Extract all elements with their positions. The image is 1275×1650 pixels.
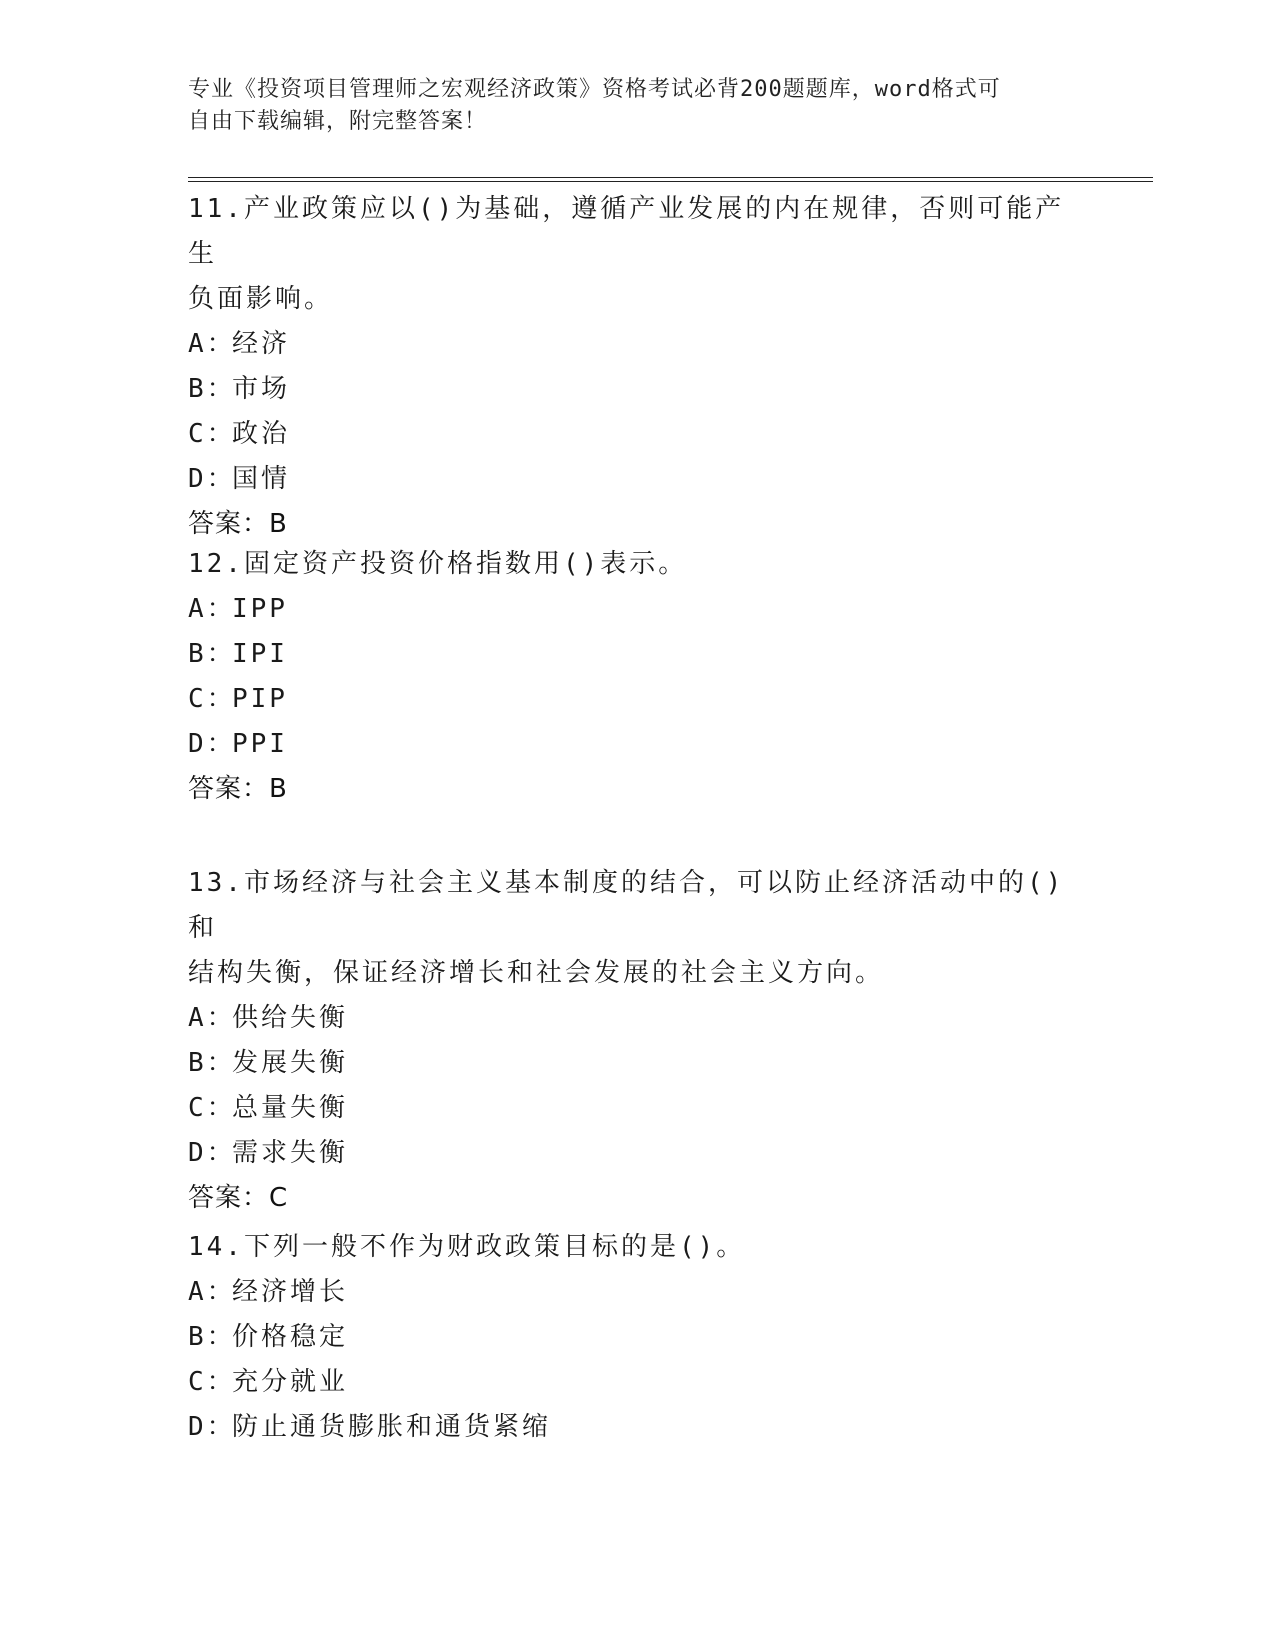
- question-13: [188, 861, 1088, 1221]
- header-divider-top: [188, 177, 1153, 178]
- option-text: IPP: [232, 594, 288, 624]
- option-key: B：: [188, 1048, 236, 1078]
- option-key: B：: [188, 639, 236, 669]
- question-11: [188, 187, 1088, 547]
- header-title-line-1: 专业《投资项目管理师之宏观经济政策》资格考试必背200题题库，word格式可: [188, 77, 1001, 102]
- option-key: A：: [188, 329, 236, 359]
- question-stem-line-1: 14.下列一般不作为财政政策目标的是()。: [188, 1232, 746, 1262]
- option-b: [188, 1315, 1088, 1360]
- option-text: 经济: [232, 329, 291, 359]
- option-a: [188, 1270, 1088, 1315]
- option-key: B：: [188, 374, 236, 404]
- option-key: A：: [188, 594, 236, 624]
- option-a: [188, 322, 1088, 367]
- option-a: [188, 996, 1088, 1041]
- question-stem-line-1: 13.市场经济与社会主义基本制度的结合，可以防止经济活动中的()和: [188, 868, 1065, 943]
- option-key: D：: [188, 1412, 236, 1442]
- option-text: 总量失衡: [232, 1093, 349, 1123]
- option-text: PPI: [232, 729, 288, 759]
- option-text: 防止通货膨胀和通货紧缩: [232, 1412, 552, 1442]
- option-key: C：: [188, 419, 236, 449]
- option-b: [188, 1041, 1088, 1086]
- header-title-line-2: 自由下载编辑，附完整答案！: [188, 109, 488, 134]
- question-stem-line-2: 负面影响。: [188, 284, 334, 314]
- question-stem-line-1: 12.固定资产投资价格指数用()表示。: [188, 549, 688, 579]
- option-b: [188, 632, 1088, 677]
- option-key: C：: [188, 684, 236, 714]
- option-c: [188, 1360, 1088, 1405]
- option-d: [188, 1405, 1088, 1450]
- answer-line: 答案：B: [188, 509, 288, 539]
- option-key: D：: [188, 464, 236, 494]
- option-text: IPI: [232, 639, 288, 669]
- question-stem-line-1: 11.产业政策应以()为基础，遵循产业发展的内在规律，否则可能产生: [188, 194, 1065, 269]
- question-stem-line-2: 结构失衡，保证经济增长和社会发展的社会主义方向。: [188, 958, 885, 988]
- option-c: [188, 412, 1088, 457]
- option-text: 政治: [232, 419, 291, 449]
- option-b: [188, 367, 1088, 412]
- option-key: A：: [188, 1003, 236, 1033]
- option-key: D：: [188, 1138, 236, 1168]
- option-key: C：: [188, 1093, 236, 1123]
- answer-line: 答案：C: [188, 1183, 289, 1213]
- option-d: [188, 722, 1088, 767]
- question-14: [188, 1225, 1088, 1450]
- option-text: 需求失衡: [232, 1138, 349, 1168]
- document-header: [188, 74, 1068, 138]
- option-c: [188, 677, 1088, 722]
- header-divider-bottom: [188, 181, 1153, 182]
- option-key: B：: [188, 1322, 236, 1352]
- option-d: [188, 457, 1088, 502]
- option-text: 市场: [232, 374, 291, 404]
- option-text: 国情: [232, 464, 291, 494]
- option-key: D：: [188, 729, 236, 759]
- option-text: 发展失衡: [232, 1048, 349, 1078]
- option-c: [188, 1086, 1088, 1131]
- option-d: [188, 1131, 1088, 1176]
- option-key: A：: [188, 1277, 236, 1307]
- option-text: 充分就业: [232, 1367, 349, 1397]
- option-text: 供给失衡: [232, 1003, 349, 1033]
- option-text: PIP: [232, 684, 288, 714]
- option-text: 经济增长: [232, 1277, 349, 1307]
- option-text: 价格稳定: [232, 1322, 349, 1352]
- option-a: [188, 587, 1088, 632]
- answer-line: 答案：B: [188, 774, 288, 804]
- option-key: C：: [188, 1367, 236, 1397]
- question-12: [188, 542, 1088, 812]
